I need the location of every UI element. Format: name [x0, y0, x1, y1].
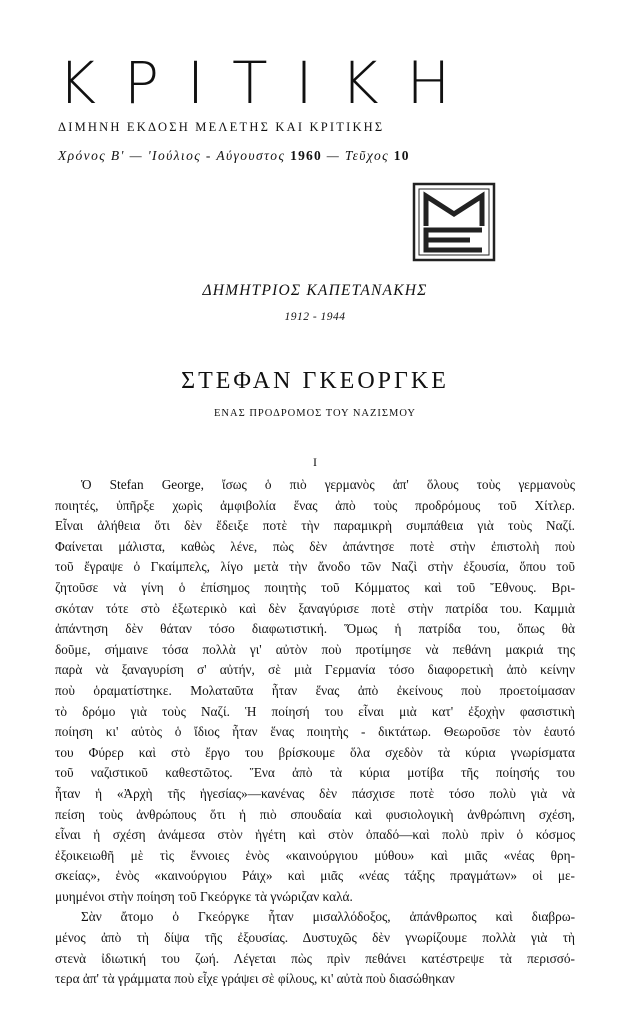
article-line: τερα ἀπ' τὰ γράμματα ποὺ εἶχε γράψει σὲ φίλους, κι' αὐτὰ ποὺ διασώθηκαν [55, 971, 455, 987]
article-line: του Φύρερ καὶ στὸ ἔργο του βρίσκουμε ὅλα σχεδὸν τὰ κύρια γνωρίσματα [55, 744, 575, 760]
article-line: στενὰ ἰδιωτική του ζωή. Λέγεται πὼς πρὶν πεθάνει κατέστρεψε τὰ περισσό- [55, 950, 575, 966]
article-line: ποίηση κι' αὐτὸς ὁ ἴδιος ἦταν ἕνας ποιητὴς - δικτάτωρ. Θεωροῦσε τὸν ἑαυτό [55, 724, 575, 740]
article-line: δοῦμε, σήμαινε τόσα πολλὰ γι' αὐτὸν ποὺ προτίμησε νὰ πεθάνη μακριά της [55, 641, 575, 657]
article-line: σκείας», ἑνὸς «καινούργιου Ράιχ» καὶ μιᾶς «νέας τάξης πραγμάτων» οἱ με- [55, 868, 575, 884]
article-line: εἶναι ἡ σχέση ἀνάμεσα στὸν ἡγέτη καὶ στὸν ὀπαδό—καὶ πολὺ πρὶν ὁ κόσμος [55, 827, 575, 843]
article-line: παρὰ νὰ ξαναγυρίση σ' αὐτήν, σὲ μιὰ Γερμανία τόσο διαφορετικὴ ἀπὸ κείνην [55, 662, 575, 678]
article-line: ζητοῦσε νὰ γίνη ὁ ἐπίσημος ποιητὴς τοῦ Κόμματος καὶ τοῦ Ἔθνους. Βρι- [55, 579, 575, 595]
article-subtitle: ΕΝΑΣ ΠΡΟΔΡΟΜΟΣ ΤΟΥ ΝΑΖΙΣΜΟΥ [214, 408, 416, 419]
article-line: σκόταν τότε στὸ ἐξωτερικὸ καὶ δὲν ξαναγύρισε ποτὲ στὴν πατρίδα του. Καμμιὰ [55, 600, 575, 616]
article-line: ποιητές, ὑπῆρξε χωρὶς ἀμφιβολία ἕνας ἀπὸ τοὺς προδρόμους τοῦ Χίτλερ. [55, 497, 575, 513]
issue-line [58, 148, 410, 164]
author-years: 1912 - 1944 [284, 311, 346, 323]
article-line: Φαίνεται μάλιστα, καθὼς λένε, πὼς δὲν ἀπάντησε ποτὲ στὴν ἐπιστολὴ ποὺ [55, 538, 575, 554]
issue-number-label: — Τεῦχος [326, 148, 389, 163]
article-line: Ὁ Stefan George, ἴσως ὁ πιὸ γερμανὸς ἀπ' ὅλους τοὺς γερμανοὺς [81, 477, 575, 492]
article-title: ΣΤΕΦΑΝ ΓΚΕΟΡΓΚΕ [181, 368, 449, 394]
article-line: πείση τοὺς ἀνθρώπους ὅτι ἡ πιὸ σπουδαία καὶ φυσιολογικὴ ἀνθρώπινη σχέση, [55, 806, 575, 822]
publisher-monogram-logo-icon [412, 182, 496, 262]
section-number: Ι [313, 455, 317, 469]
article-line: Σὰν ἄτομο ὁ Γκεόργκε ἦταν μισαλλόδοξος, ἀπάνθρωπος καὶ διαβρω- [81, 909, 575, 925]
article-line: μένος ἀπὸ τὴ δίψα τῆς ἐξουσίας. Δυστυχῶς δὲν γνωρίζουμε πολλὰ γιὰ τὴ [55, 930, 575, 946]
article-line: τοῦ ἔγραψε ὁ Γκαίμπελς, λίγο μετὰ τὴν ἄνοδο τῶν Ναζὶ στὴν ἐξουσία, ὅπου τοῦ [55, 559, 575, 575]
article-body [55, 475, 575, 990]
article-line: τὸ δρόμο γιὰ τοὺς Ναζί. Ἡ ποίησή του εἶναι μιὰ κατ' ἐξοχὴν φασιστικὴ [55, 703, 575, 719]
issue-year: 1960 [290, 148, 322, 163]
article-line: τοῦ ναζιστικοῦ καθεστῶτος. Ἕνα ἀπὸ τὰ κύρια μοτίβα τῆς ποίησής του [55, 765, 575, 781]
author-name: ΔΗΜΗΤΡΙΟΣ ΚΑΠΕΤΑΝΑΚΗΣ [202, 282, 428, 299]
issue-year-label: Χρόνος Β' — 'Ιούλιος - Αύγουστος [58, 148, 286, 163]
journal-title: ΚΡΙΤΙΚΗ [58, 49, 479, 117]
journal-subtitle: ΔΙΜΗΝΗ ΕΚΔΟΣΗ ΜΕΛΕΤΗΣ ΚΑΙ ΚΡΙΤΙΚΗΣ [58, 120, 385, 134]
article-line: Εἶναι ἀλήθεια ὅτι δὲν ἔδειξε ποτὲ τὴν παραμικρὴ συμπάθεια γιὰ τοὺς Ναζί. [55, 518, 575, 534]
issue-number: 10 [393, 148, 410, 163]
article-line: μυημένοι στὴν ποίηση τοῦ Γκεόργκε τὰ γνώριζαν καλά. [55, 888, 353, 904]
article-line: ποὺ ὁραματίστηκε. Μολαταῦτα ἦταν ἕνας ἀπὸ ἐκείνους ποὺ προετοίμασαν [55, 682, 575, 698]
article-line: ἦταν ἡ «Ἀρχὴ τῆς ἡγεσίας»—κανένας δὲν πάσχισε ποτὲ τόσο πολὺ γιὰ νὰ [55, 785, 575, 801]
article-line: ἐξοικειωθῆ μὲ τὶς ἔννοιες ἑνὸς «καινούργιου μύθου» καὶ μιᾶς «νέας θρη- [55, 847, 575, 863]
article-line: ἀπάντηση δὲν θάταν τόσο διαφωτιστική. Ὅμως ἡ πατρίδα του, ὅπως θὰ [55, 621, 575, 637]
